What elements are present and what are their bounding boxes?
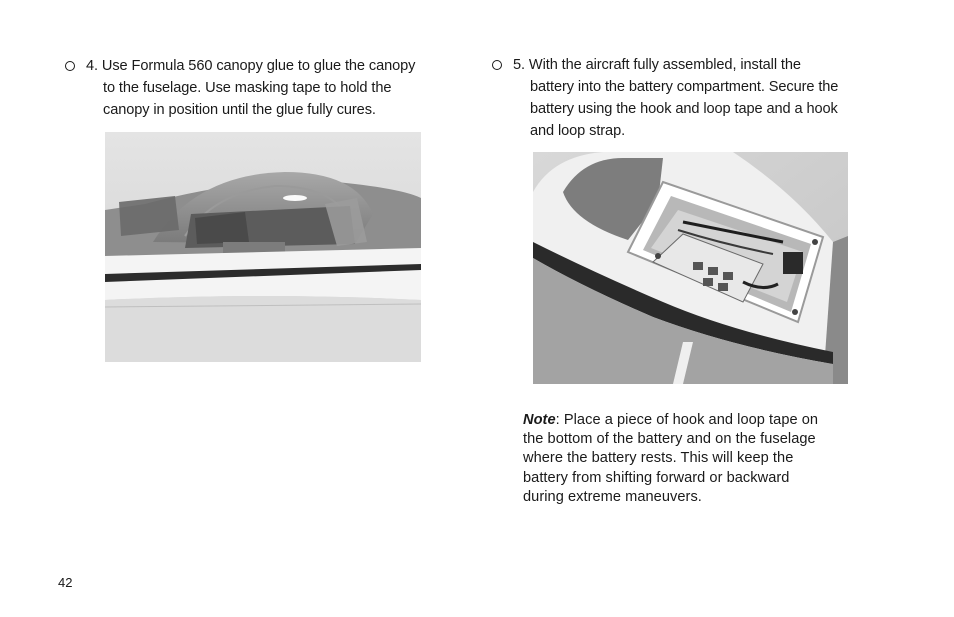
step-4-line-3: canopy in position until the glue fully cures. <box>103 102 376 118</box>
note-line-4: battery from shifting forward or backward <box>523 469 790 486</box>
checkbox-circle-icon[interactable] <box>65 61 75 71</box>
step-5-line-3: battery using the hook and loop tape and a hook <box>530 101 838 117</box>
page-number: 42 <box>58 575 73 590</box>
checkbox-circle-icon[interactable] <box>492 60 502 70</box>
note-text-1: : Place a piece of hook and loop tape on <box>555 412 819 428</box>
step-5 <box>492 54 838 142</box>
step-5-line-2: battery into the battery compartment. Secure the <box>530 79 839 95</box>
step-4-line-2: to the fuselage. Use masking tape to hold the <box>103 80 392 96</box>
note-line-1 <box>523 411 818 430</box>
canopy-photo <box>105 132 421 362</box>
battery-compartment-photo <box>533 152 848 384</box>
note-line-3: where the battery rests. This will keep the <box>523 450 794 467</box>
step-5-line-1: 5. With the aircraft fully assembled, install the <box>513 57 801 73</box>
note-label: Note <box>523 412 556 428</box>
step-5-line-4: and loop strap. <box>530 123 626 139</box>
note-block <box>523 411 818 507</box>
note-line-2: the bottom of the battery and on the fuselage <box>523 431 816 448</box>
step-4 <box>65 55 415 121</box>
step-4-line-1: 4. Use Formula 560 canopy glue to glue the canopy <box>86 58 416 74</box>
note-line-5: during extreme maneuvers. <box>523 488 702 505</box>
